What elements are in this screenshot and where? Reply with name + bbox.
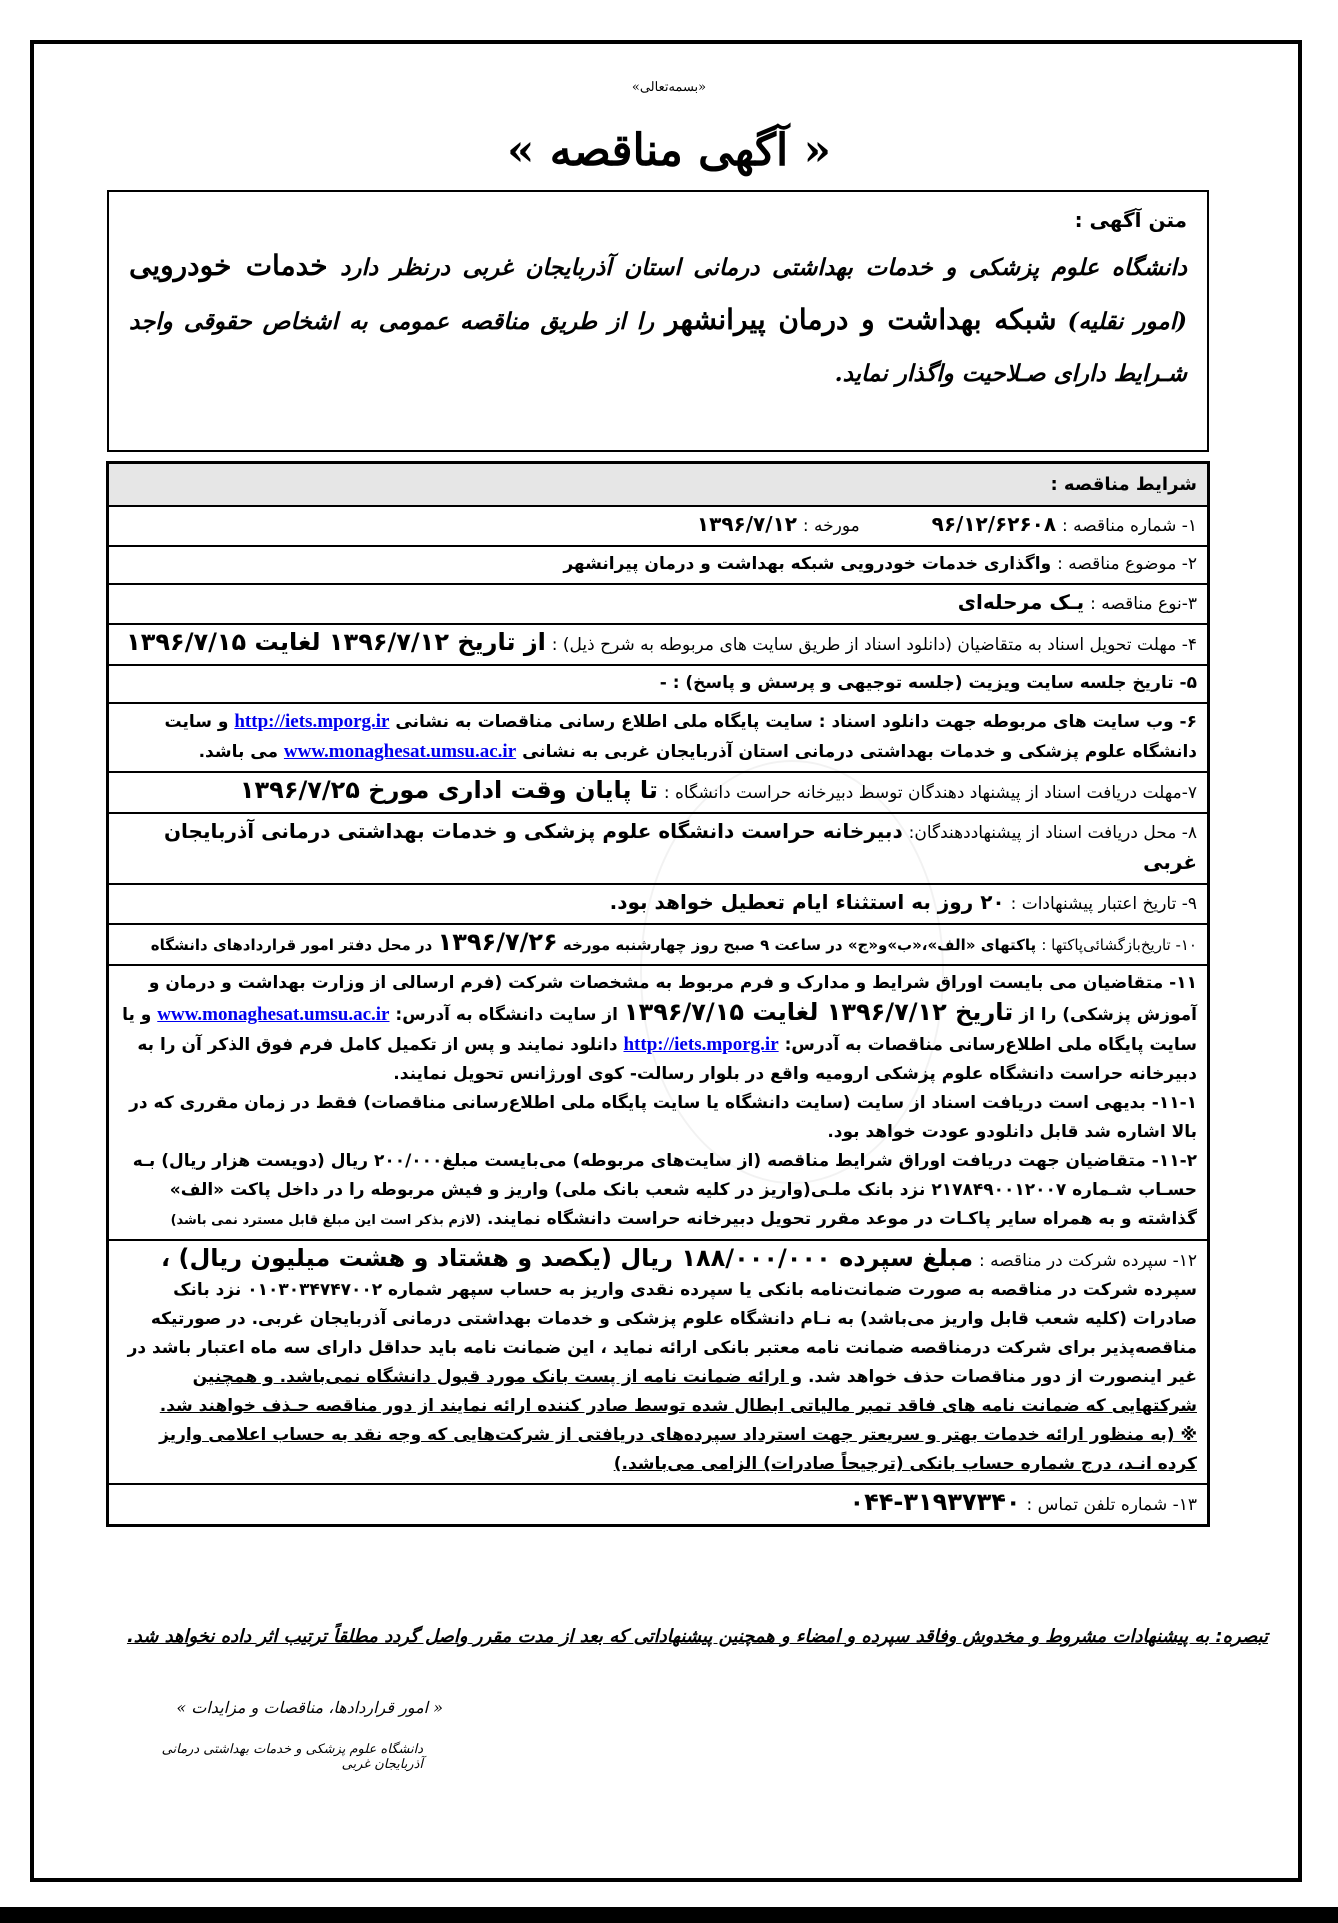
intro-service: خدمات خودرویی — [129, 249, 328, 282]
condition-row-8 — [109, 814, 1207, 885]
tender-number-label: ۱- شماره مناقصه : — [1062, 516, 1197, 536]
tender-date: ۱۳۹۶/۷/۱۲ — [696, 512, 797, 536]
phone-number: ۳۱۹۳۷۳۴۰-۰۴۴ — [849, 1488, 1021, 1516]
condition-row-3 — [109, 585, 1207, 625]
r11-iets-link[interactable]: http://iets.mporg.ir — [623, 1034, 779, 1055]
delivery-deadline-value: از تاریخ ۱۳۹۶/۷/۱۲ لغایت ۱۳۹۶/۷/۱۵ — [126, 628, 546, 656]
websites-text-b: و سایت دانشگاه علوم پزشکی و خدمات بهداشتی درمانی استان آذربایجان غربی به نشانی — [164, 712, 1197, 762]
opening-text: پاکتهای «الف»،«ب»و«ج» در ساعت ۹ صبح روز چهارشنبه مورخه — [562, 936, 1037, 954]
r11-monaghesat-link[interactable]: www.monaghesat.umsu.ac.ir — [157, 1004, 390, 1025]
websites-text-a: ۶- وب سایت های مربوطه جهت دانلود اسناد : سایت پایگاه ملی اطلاع رسانی مناقصات به نشانی — [395, 712, 1197, 732]
conditions-heading: شرایط مناقصه : — [109, 464, 1207, 507]
condition-row-1 — [109, 507, 1207, 547]
page-title: « آگهی مناقصه » — [506, 125, 832, 176]
r11-dates: تاریخ ۱۳۹۶/۷/۱۲ لغایت ۱۳۹۶/۷/۱۵ — [623, 998, 1014, 1026]
signature-line-1: « امور قراردادها، مناقصات و مزایدات » — [176, 1698, 443, 1717]
basmala: «بسمه‌تعالی» — [631, 80, 707, 95]
intro-text-c: (امور نقلیه) — [1056, 308, 1187, 335]
condition-row-11 — [109, 966, 1207, 1241]
validity-label: ۹- تاریخ اعتبار پیشنهادات : — [1010, 894, 1197, 914]
announcement-text-box — [107, 190, 1209, 452]
iets-link[interactable]: http://iets.mporg.ir — [234, 711, 390, 732]
intro-network: شبکه بهداشت و درمان پیرانشهر — [665, 303, 1057, 336]
condition-row-7 — [109, 773, 1207, 814]
opening-label: ۱۰- تاریخ‌بازگشائی‌پاکتها : — [1041, 936, 1197, 954]
signature-line-2: دانشگاه علوم پزشکی و خدمات بهداشتی درمانی آذربایجان غربی — [161, 1742, 423, 1772]
receipt-deadline-value: تا پایان وقت اداری مورخ ۱۳۹۶/۷/۲۵ — [239, 776, 658, 804]
condition-row-12 — [109, 1241, 1207, 1485]
bottom-border-bar — [0, 1907, 1338, 1923]
type-label: ۳-نوع مناقصه : — [1090, 594, 1197, 614]
intro-text-a: دانشگاه علوم پزشکی و خدمات بهداشتی درمانی استان آذربایجان غربی درنظر دارد — [327, 254, 1188, 281]
validity-value: ۲۰ روز به استثناء ایام تعطیل خواهد بود. — [609, 890, 1005, 914]
condition-row-4 — [109, 625, 1207, 666]
deposit-label: ۱۲- سپرده شرکت در مناقصه : — [979, 1251, 1197, 1271]
opening-place: در محل دفتر امور قراردادهای دانشگاه — [150, 936, 433, 954]
r11-2-text: ۱۱-۲- متقاضیان جهت دریافت اوراق شرایط مناقصه (از سایت‌های مربوطه) می‌بایست مبلغ۲۰۰/۰۰۰ ریال (دویست هزار ریال) بـه حسـاب شـماره ۲۱۷۸۴۹۰۰۱۲۰۰۷ نزد بانک ملـی(واریز در کلیه شعب بانک ملی) واریز و فیش مربوطه را در داخل پاکت «الف» گذاشته و به همراه سایر پاکـات در موعد مقرر تحویل دبیرخانه حراست دانشگاه نمایند. — [132, 1151, 1197, 1229]
receipt-deadline-label: ۷-مهلت دریافت اسناد از پیشنهاد دهندگان توسط دبیرخانه حراست دانشگاه : — [663, 783, 1197, 803]
r11-2-note: (لازم بذکر است این مبلغ قابل مسترد نمی باشد) — [170, 1213, 482, 1228]
type-value: یـک مرحله‌ای — [957, 590, 1085, 614]
phone-label: ۱۳- شماره تلفن تماس : — [1026, 1495, 1197, 1515]
condition-row-10 — [109, 925, 1207, 966]
tender-number: ۹۶/۱۲/۶۲۶۰۸ — [931, 512, 1057, 536]
r11-1-text: ۱۱-۱- بدیهی است دریافت اسناد از سایت (سایت دانشگاه یا سایت پایگاه ملی اطلاع‌رسانی مناقصات) فقط در زمان مقرری که در بالا اشاره شد قابل دانلودو عودت خواهد بود. — [129, 1093, 1197, 1142]
monaghesat-link[interactable]: www.monaghesat.umsu.ac.ir — [283, 741, 517, 762]
deposit-text-b: و ارائه ضمانت نامه از پست بانک مورد قبول دانشگاه نمی‌باشد. و همچنین شرکتهایی که ضمانت نامه های فاقد تمبر مالیاتی ابطال شده توسط صادر کننده ارائه نمایند از دور مناقصه حـذف خواهند شد. — [159, 1367, 1197, 1416]
receipt-place-value: دبیرخانه حراست دانشگاه علوم پزشکی و خدمات بهداشتی درمانی آذربایجان غربی — [163, 819, 1197, 874]
intro-label: متن آگهی : — [1074, 208, 1187, 232]
deposit-text-a: سپرده شرکت در مناقصه به صورت ضمانت‌نامه بانکی یا سپرده نقدی واریز به حساب سپهر شماره ۰۱۰۳۰۳۴۷۴۷۰۰۲ نزد بانک صادرات (کلیه شعب قابل واریز می‌باشد) به نـام دانشگاه علوم پزشکی و خدمات بهداشتی درمانی آذربایجان غربی. در صورتیکه مناقصه‌پذیر برای شرکت درمناقصه ضمانت نامه معتبر بانکی ارائه نماید ، این ضمانت نامه باید حداقل دارای سه ماه اعتبار باشد در غیر اینصورت از دور مناقصات حذف خواهد شد. — [127, 1280, 1197, 1387]
r11-text-d: دانلود نمایند و پس از تکمیل کامل فرم فوق الذکر آن را به دبیرخانه حراست دانشگاه علوم پزشکی ارومیه واقع در بلوار رسالت- کوی اورژانس تحویل نمایند. — [137, 1035, 1197, 1084]
deposit-star-note: ※ (به منظور ارائه خدمات بهتر و سریعتر جهت استرداد سپرده‌های دریافتی از شرکت‌هایی که وجه نقد به حساب اعلامی واریز کرده انـد، درج شماره حساب بانکی (ترجیحاً صادرات) الزامی می‌باشد.) — [159, 1425, 1197, 1474]
condition-row-9 — [109, 885, 1207, 925]
footnote: تبصره: به پیشنهادات مشروط و مخدوش وفاقد سپرده و امضاء و همچنین پیشنهاداتی که بعد از مدت مقرر واصل گردد مطلقاً ترتیب اثر داده نخواهد شد. — [126, 1626, 1268, 1647]
tender-date-label: مورخه : — [802, 516, 860, 536]
r11-text-a: ۱۱- متقاضیان می بایست اوراق شرایط و مدارک و فرم مربوط به مشخصات شرکت (فرم ارسالی از وزارت بهداشت و درمان و آموزش پزشکی) را از — [148, 973, 1197, 1025]
receipt-place-label: ۸- محل دریافت اسناد از پیشنهاددهندگان: — [908, 823, 1197, 843]
intro-text-e: را از طریق مناقصه عمومی به اشخاص حقوقی واجد شـرایط دارای صـلاحیت واگذار نماید. — [129, 308, 1187, 387]
r11-text-b: از سایت دانشگاه به آدرس: — [395, 1005, 618, 1025]
intro-text — [129, 240, 1187, 400]
delivery-deadline-label: ۴- مهلت تحویل اسناد به متقاضیان (دانلود اسناد از طریق سایت های مربوطه به شرح ذیل) : — [551, 635, 1197, 655]
deposit-amount: مبلغ سپرده ۱۸۸/۰۰۰/۰۰۰ ریال (یکصد و هشتاد و هشت میلیون ریال) ، — [161, 1244, 974, 1272]
condition-row-2 — [109, 547, 1207, 585]
subject-value: واگذاری خدمات خودرویی شبکه بهداشت و درمان پیرانشهر — [563, 554, 1052, 574]
websites-text-c: می باشد. — [198, 742, 278, 762]
condition-row-6 — [109, 704, 1207, 773]
condition-row-13 — [109, 1485, 1207, 1524]
subject-label: ۲- موضوع مناقصه : — [1057, 554, 1197, 574]
tender-conditions-table — [106, 461, 1210, 1527]
condition-row-5: ۵- تاریخ جلسه سایت ویزیت (جلسه توجیهی و پرسش و پاسخ) : - — [109, 666, 1207, 704]
opening-date: ۱۳۹۶/۷/۲۶ — [437, 928, 558, 956]
r11-text-c: و یا سایت پایگاه ملی اطلاع‌رسانی مناقصات به آدرس: — [122, 1005, 1197, 1055]
